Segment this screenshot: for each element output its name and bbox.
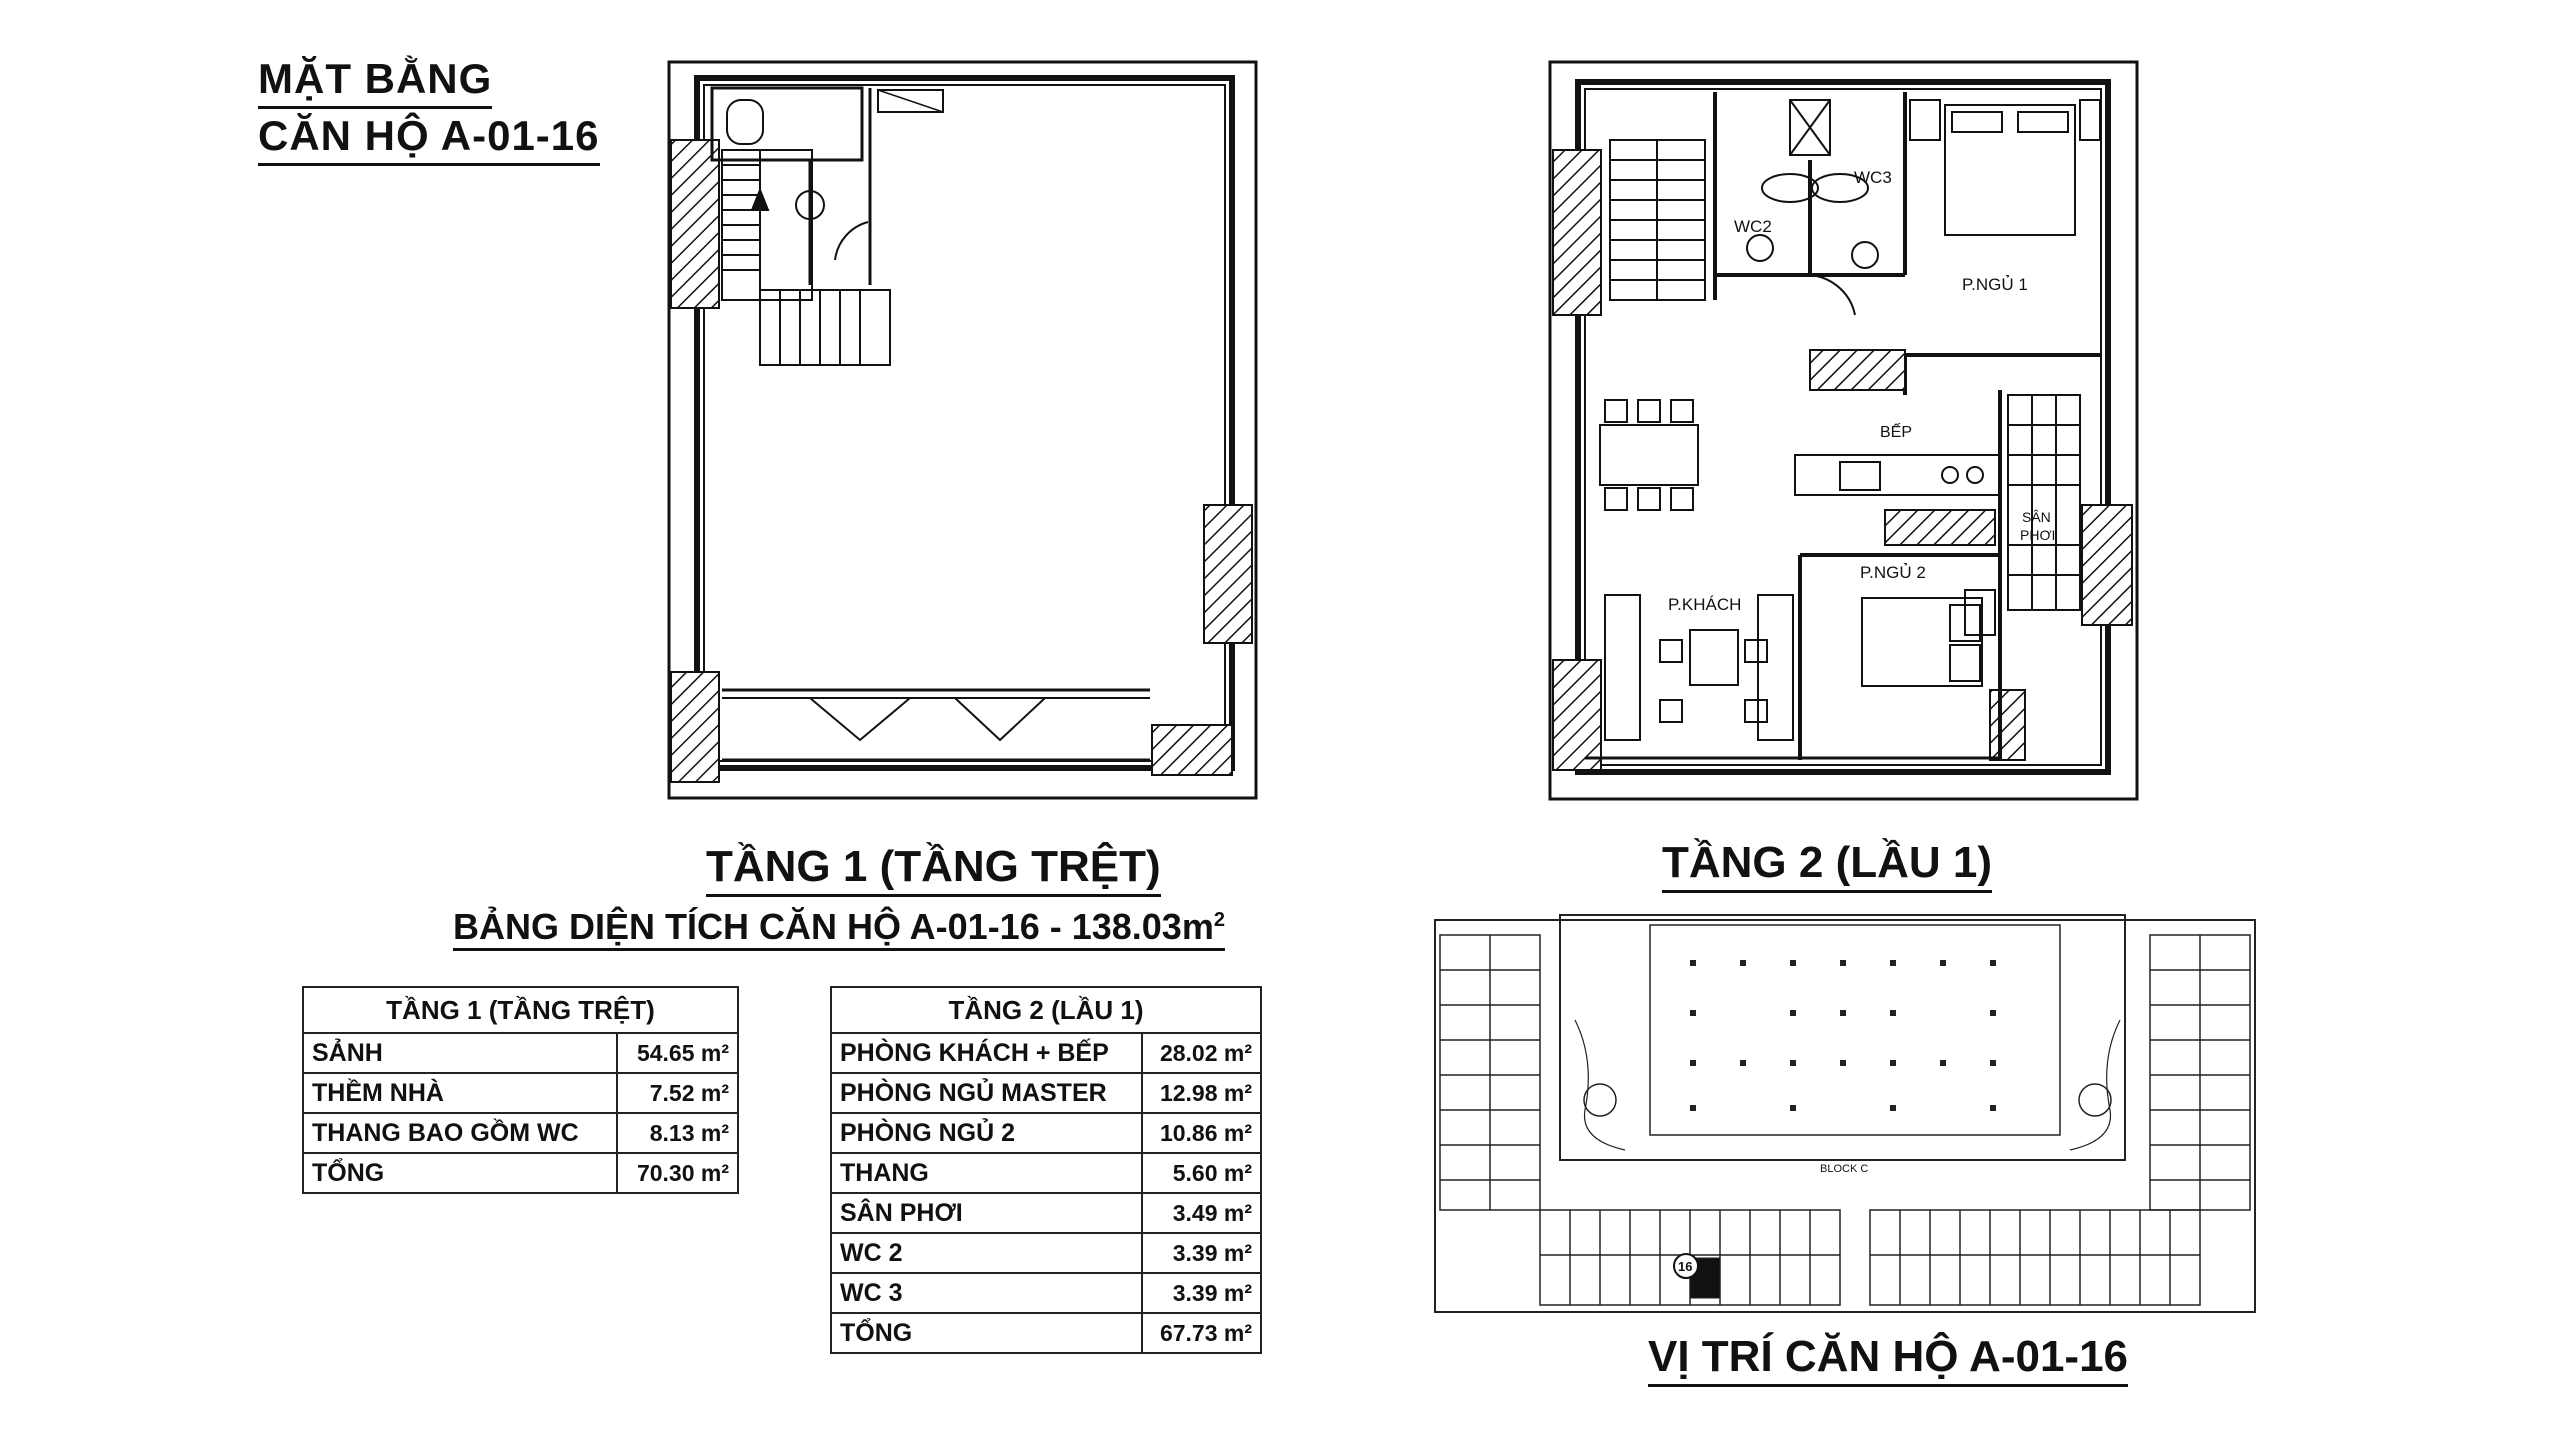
table-row [831,1233,1261,1273]
table-cell-name: WC 2 [831,1233,1142,1273]
table-cell-name: SÂN PHƠI [831,1193,1142,1233]
floor1-area-table [302,986,739,1194]
table-row [831,1073,1261,1113]
table-row [831,1313,1261,1353]
site-plan [1435,915,2255,1312]
area-table-title-text: BẢNG DIỆN TÍCH CĂN HỘ A-01-16 - 138.03m [453,906,1214,947]
table-cell-value: 3.49 m² [1142,1193,1261,1233]
table-cell-value: 12.98 m² [1142,1073,1261,1113]
area-table-title [453,906,1225,951]
room-label-drying-1: SÂN [2022,509,2051,525]
table-cell-name: PHÒNG NGỦ MASTER [831,1073,1142,1113]
room-label-bedroom2: P.NGỦ 2 [1860,563,1926,582]
room-label-bedroom1: P.NGỦ 1 [1962,275,2028,294]
floor1-column-bottom-left [671,672,719,782]
room-label-drying-2: PHƠI [2020,527,2056,543]
floor1-plan [669,62,1256,798]
floor2-plan [1550,62,2137,799]
table-cell-name: THANG BAO GỒM WC [303,1113,617,1153]
floor2-table-header: TẦNG 2 (LẦU 1) [831,987,1261,1033]
table-row [831,1193,1261,1233]
floor2-balcony-grid [2008,395,2080,610]
unit-marker: 16 [1678,1259,1693,1274]
table-header-row [303,987,738,1033]
table-row [303,1153,738,1193]
table-cell-value: 7.52 m² [617,1073,738,1113]
table-row [831,1033,1261,1073]
floor2-bed-1 [1910,100,2100,235]
floor2-wc-fixtures [1747,100,1878,315]
table-cell-value: 28.02 m² [1142,1033,1261,1073]
floor1-table-header: TẦNG 1 (TẦNG TRỆT) [303,987,738,1033]
floor2-area-table [830,986,1262,1354]
floor2-living-furniture [1585,595,2000,758]
floor1-column-right [1204,505,1252,643]
table-cell-name: TỔNG [303,1153,617,1193]
room-label-wc2: WC2 [1734,217,1772,236]
floor1-caption: TẦNG 1 (TẦNG TRỆT) [706,842,1161,897]
site-caption: VỊ TRÍ CĂN HỘ A-01-16 [1648,1332,2128,1387]
table-cell-name: WC 3 [831,1273,1142,1313]
table-cell-value: 67.73 m² [1142,1313,1261,1353]
floor2-dining [1600,400,1698,510]
floor2-column-bottom-left [1553,660,1601,770]
table-cell-value: 3.39 m² [1142,1273,1261,1313]
table-row [831,1273,1261,1313]
floor2-column-right [2082,505,2132,625]
table-cell-name: TỔNG [831,1313,1142,1353]
floor2-stair [1610,140,1705,300]
table-row [303,1073,738,1113]
floor2-wardrobe-1 [1810,350,1905,390]
floor2-kitchen-counter [1795,455,2000,495]
site-block-label: BLOCK C [1820,1163,1869,1175]
table-row [303,1033,738,1073]
floor2-column-bottom-right [1990,690,2025,760]
floor1-front-doors [722,690,1150,760]
floor2-bed-2 [1862,590,1995,686]
table-header-row [831,987,1261,1033]
room-label-living: P.KHÁCH [1668,595,1742,614]
table-cell-value: 70.30 m² [617,1153,738,1193]
floor1-stair [722,150,890,365]
table-cell-value: 3.39 m² [1142,1233,1261,1273]
room-label-kitchen: BẾP [1880,424,1913,441]
table-cell-name: THANG [831,1153,1142,1193]
table-cell-value: 10.86 m² [1142,1113,1261,1153]
table-row [303,1113,738,1153]
floor2-caption: TẦNG 2 (LẦU 1) [1662,838,1992,893]
heading-line-2: CĂN HỘ A-01-16 [258,109,600,166]
table-row [831,1113,1261,1153]
floor2-column-top-left [1553,150,1601,315]
area-table-title-sup: 2 [1213,909,1225,931]
room-label-wc3: WC3 [1854,168,1892,187]
table-cell-value: 54.65 m² [617,1033,738,1073]
table-row [831,1153,1261,1193]
table-cell-name: PHÒNG KHÁCH + BẾP [831,1033,1142,1073]
floor1-column-bottom-right [1152,725,1232,775]
table-cell-value: 8.13 m² [617,1113,738,1153]
table-cell-name: PHÒNG NGỦ 2 [831,1113,1142,1153]
floor2-wardrobe-2 [1885,510,1995,545]
heading-line-1: MẶT BẰNG [258,52,492,109]
floor1-column-stair [671,140,719,308]
table-cell-name: SẢNH [303,1033,617,1073]
table-cell-name: THỀM NHÀ [303,1073,617,1113]
table-cell-value: 5.60 m² [1142,1153,1261,1193]
